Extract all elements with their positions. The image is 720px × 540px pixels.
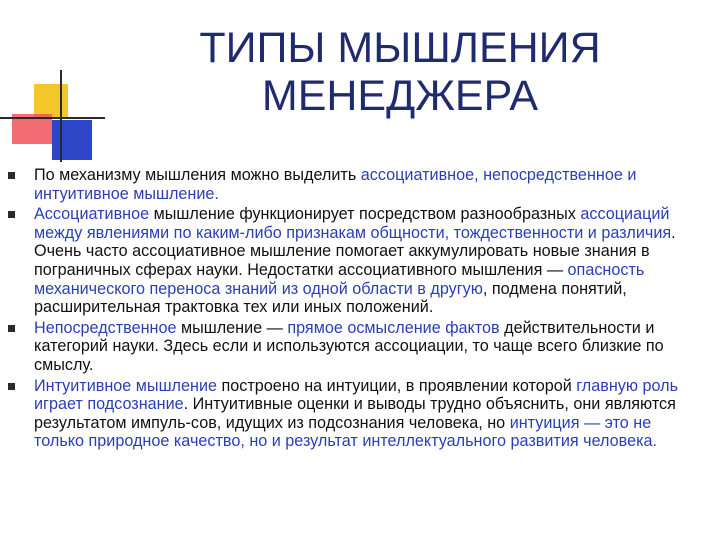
highlighted-text: прямое осмысление фактов	[287, 318, 500, 337]
blue-square	[52, 120, 92, 160]
text-span: По механизму мышления можно выделить	[34, 166, 361, 184]
horizontal-line	[0, 117, 105, 119]
square-bullet-icon	[8, 172, 15, 179]
title-line-2: МЕНЕДЖЕРА	[261, 72, 539, 120]
bullet-item	[0, 205, 698, 317]
highlighted-text: ассоциативное, непосредственное и интуитивное мышление.	[34, 166, 637, 203]
decorative-squares-logo	[0, 0, 110, 165]
square-bullet-icon	[8, 383, 15, 390]
bullet-item	[0, 319, 698, 375]
highlighted-text: Ассоциативное	[34, 205, 150, 224]
highlighted-text: интуиция — это не только природное качество, но и результат интеллектуального развития человека.	[34, 413, 658, 451]
text-span: действительности и категорий науки. Здесь если и используются ассоциации, то чаще всего близкие по смыслу.	[34, 318, 664, 374]
text-span: мышление —	[176, 318, 288, 337]
highlighted-text: Интуитивное мышление	[34, 376, 217, 395]
highlighted-text: главную роль играет подсознание	[34, 376, 679, 414]
highlighted-text: ассоциаций между явлениями по каким-либо признакам общности, тождественности и различия	[34, 205, 672, 242]
vertical-line	[60, 70, 62, 162]
text-span: построено на интуиции, в проявлении которой	[217, 376, 577, 395]
text-span: мышление функционирует посредством разнообразных	[149, 205, 581, 224]
slide-title	[150, 24, 650, 120]
highlighted-text: опасность механического переноса знаний из одной области в другую	[34, 260, 645, 298]
text-span: . Очень часто ассоциативное мышление помогает аккумулировать новые знания в пограничных сферах науки. Недостатки ассоциативного мышления —	[34, 223, 676, 279]
bullet-list	[0, 166, 720, 453]
text-span: . Интуитивные оценки и выводы трудно объяснить, они являются результатом импуль-сов, идущих из подсознания человека, но	[34, 395, 676, 432]
yellow-square	[34, 84, 68, 118]
highlighted-text: Непосредственное	[34, 318, 177, 337]
square-bullet-icon	[8, 211, 15, 218]
bullet-item	[0, 377, 698, 451]
square-bullet-icon	[8, 325, 15, 332]
title-line-1: ТИПЫ МЫШЛЕНИЯ	[199, 24, 601, 72]
text-span: , подмена понятий, расширительная трактовка тех или иных положений.	[34, 279, 627, 317]
bullet-item	[0, 166, 698, 203]
